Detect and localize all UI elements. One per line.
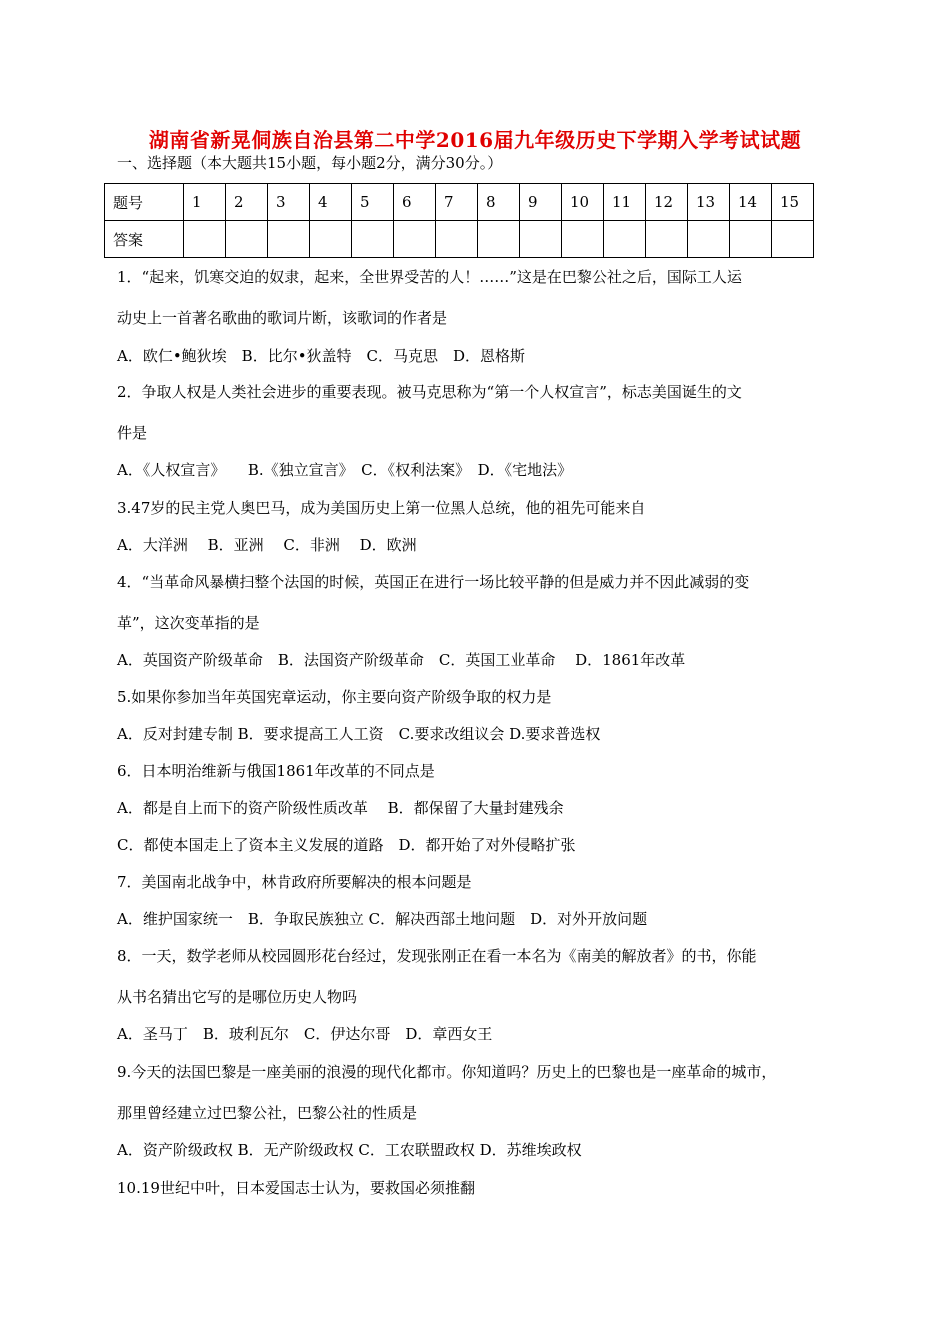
table-cell: 15 <box>772 184 814 221</box>
question-line: 6．日本明治维新与俄国1861年改革的不同点是 <box>117 762 435 780</box>
answer-cell[interactable] <box>772 221 814 258</box>
table-cell: 11 <box>604 184 646 221</box>
answer-cell[interactable] <box>478 221 520 258</box>
answer-cell[interactable] <box>688 221 730 258</box>
option-line: A．欧仁•鲍狄埃 B．比尔•狄盖特 C．马克思 D．恩格斯 <box>117 347 526 365</box>
question-line: 1．“起来，饥寒交迫的奴隶，起来，全世界受苦的人！……”这是在巴黎公社之后，国际工人运 <box>117 268 742 286</box>
table-row <box>105 184 814 221</box>
option-line: A．资产阶级政权 B．无产阶级政权 C．工农联盟政权 D．苏维埃政权 <box>117 1141 582 1159</box>
table-cell: 10 <box>562 184 604 221</box>
answer-cell[interactable] <box>268 221 310 258</box>
table-cell: 答案 <box>105 221 184 258</box>
table-cell: 4 <box>310 184 352 221</box>
question-line: 2．争取人权是人类社会进步的重要表现。被马克思称为“第一个人权宣言”，标志美国诞生的文 <box>117 383 742 401</box>
table-cell: 题号 <box>105 184 184 221</box>
question-line: 那里曾经建立过巴黎公社，巴黎公社的性质是 <box>117 1104 418 1122</box>
answer-cell[interactable] <box>310 221 352 258</box>
question-line: 5.如果你参加当年英国宪章运动，你主要向资产阶级争取的权力是 <box>117 688 552 706</box>
answer-cell[interactable] <box>730 221 772 258</box>
table-cell: 3 <box>268 184 310 221</box>
option-line: C．都使本国走上了资本主义发展的道路 D．都开始了对外侵略扩张 <box>117 836 576 854</box>
answer-cell[interactable] <box>226 221 268 258</box>
question-line: 9.今天的法国巴黎是一座美丽的浪漫的现代化都市。你知道吗？历史上的巴黎也是一座革命的城市， <box>117 1063 777 1081</box>
answer-cell[interactable] <box>646 221 688 258</box>
question-line: 从书名猜出它写的是哪位历史人物吗 <box>117 988 358 1006</box>
option-line: A．反对封建专制 B．要求提高工人工资 C.要求改组议会 D.要求普选权 <box>117 725 601 743</box>
option-line: A．英国资产阶级革命 B．法国资产阶级革命 C．英国工业革命 D．1861年改革 <box>117 651 686 669</box>
table-cell: 9 <box>520 184 562 221</box>
section-heading: 一、选择题（本大题共15小题，每小题2分，满分30分。） <box>117 154 503 172</box>
answer-cell[interactable] <box>562 221 604 258</box>
answer-cell[interactable] <box>184 221 226 258</box>
answer-table <box>104 183 814 258</box>
table-row <box>105 221 814 258</box>
question-line: 革”，这次变革指的是 <box>117 614 260 632</box>
question-line: 8．一天，数学老师从校园圆形花台经过，发现张刚正在看一本名为《南美的解放者》的书，你能 <box>117 947 757 965</box>
answer-cell[interactable] <box>604 221 646 258</box>
answer-cell[interactable] <box>394 221 436 258</box>
answer-cell[interactable] <box>436 221 478 258</box>
question-line: 3.47岁的民主党人奥巴马，成为美国历史上第一位黑人总统，他的祖先可能来自 <box>117 499 646 517</box>
option-line: A．大洋洲 B．亚洲 C．非洲 D．欧洲 <box>117 536 417 554</box>
question-line: 动史上一首著名歌曲的歌词片断，该歌词的作者是 <box>117 309 448 327</box>
table-cell: 7 <box>436 184 478 221</box>
table-cell: 6 <box>394 184 436 221</box>
question-line: 4．“当革命风暴横扫整个法国的时候，英国正在进行一场比较平静的但是威力并不因此减弱的变 <box>117 573 750 591</box>
document-title: 湖南省新晃侗族自治县第二中学2016届九年级历史下学期入学考试试题 <box>148 128 802 152</box>
option-line: A．都是自上而下的资产阶级性质改革 B．都保留了大量封建残余 <box>117 799 564 817</box>
table-cell: 2 <box>226 184 268 221</box>
question-line: 件是 <box>117 424 148 442</box>
answer-cell[interactable] <box>352 221 394 258</box>
question-line: 7．美国南北战争中，林肯政府所要解决的根本问题是 <box>117 873 472 891</box>
table-cell: 14 <box>730 184 772 221</box>
table-cell: 1 <box>184 184 226 221</box>
table-cell: 12 <box>646 184 688 221</box>
table-cell: 8 <box>478 184 520 221</box>
option-line: A．《人权宣言》 B.《独立宣言》 C．《权利法案》 D．《宅地法》 <box>117 461 573 479</box>
option-line: A．圣马丁 B．玻利瓦尔 C．伊达尔哥 D．章西女王 <box>117 1025 493 1043</box>
question-line: 10.19世纪中叶，日本爱国志士认为，要救国必须推翻 <box>117 1179 475 1197</box>
table-cell: 5 <box>352 184 394 221</box>
table-cell: 13 <box>688 184 730 221</box>
option-line: A．维护国家统一 B．争取民族独立 C．解决西部土地问题 D．对外开放问题 <box>117 910 648 928</box>
answer-cell[interactable] <box>520 221 562 258</box>
